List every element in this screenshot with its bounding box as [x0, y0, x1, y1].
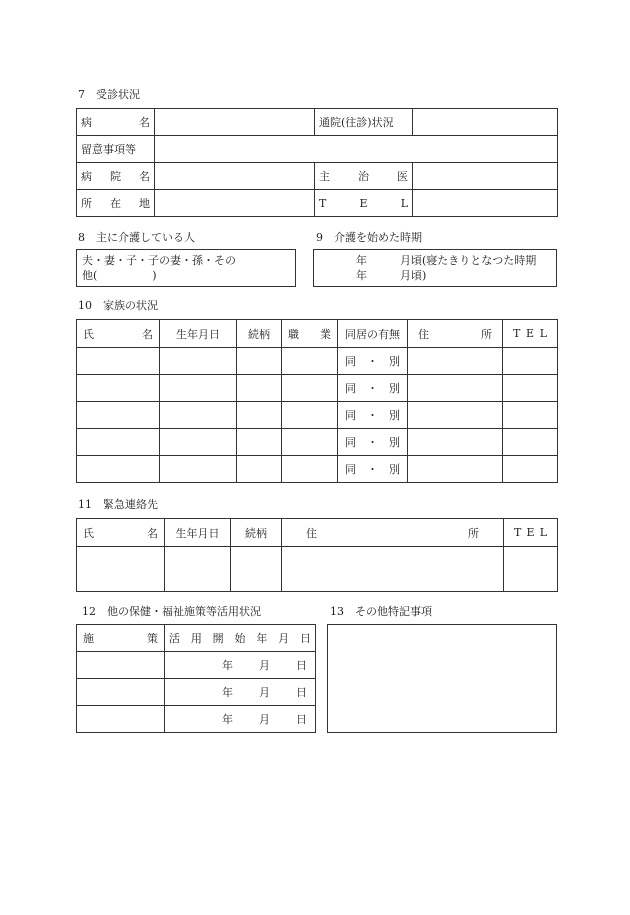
cohabitation-choice[interactable]: 同 ・ 別 — [338, 348, 408, 375]
label-tel: T E L — [315, 190, 413, 217]
table-row — [77, 652, 316, 679]
start-date-cell[interactable]: 年 月 日 — [165, 706, 316, 733]
family-address-cell[interactable] — [408, 348, 503, 375]
hospital-name-field[interactable] — [155, 163, 315, 190]
primary-caregiver-box[interactable] — [76, 249, 296, 287]
family-name-cell[interactable] — [77, 348, 160, 375]
notes-field[interactable] — [155, 136, 558, 163]
family-name-cell[interactable] — [77, 375, 160, 402]
visit-status-field[interactable] — [413, 109, 558, 136]
col-relationship: 続柄 — [231, 519, 282, 547]
col-relationship: 続柄 — [237, 320, 282, 348]
family-table — [76, 319, 558, 483]
col-policy: 施 策 — [77, 625, 165, 652]
contact-tel-cell[interactable] — [504, 547, 558, 592]
family-birthdate-cell[interactable] — [160, 375, 237, 402]
cohabitation-choice[interactable]: 同 ・ 別 — [338, 456, 408, 483]
col-tel: T E L — [503, 320, 558, 348]
family-address-cell[interactable] — [408, 456, 503, 483]
family-relationship-cell[interactable] — [237, 375, 282, 402]
family-birthdate-cell[interactable] — [160, 348, 237, 375]
label-address: 所 在 地 — [77, 190, 155, 217]
col-occupation: 職 業 — [282, 320, 338, 348]
section-7-heading: 7 受診状況 — [78, 88, 140, 101]
section-11-heading: 11 緊急連絡先 — [78, 498, 158, 511]
family-tel-cell[interactable] — [503, 402, 558, 429]
family-relationship-cell[interactable] — [237, 402, 282, 429]
caregiver-options-line1: 夫・妻・子・子の妻・孫・その — [82, 254, 236, 267]
family-relationship-cell[interactable] — [237, 429, 282, 456]
family-occupation-cell[interactable] — [282, 375, 338, 402]
family-relationship-cell[interactable] — [237, 348, 282, 375]
col-address: 住 所 — [408, 320, 503, 348]
label-notes: 留意事項等 — [77, 136, 155, 163]
family-occupation-cell[interactable] — [282, 402, 338, 429]
table-row — [77, 679, 316, 706]
section-12-heading: 12 他の保健・福祉施策等活用状況 — [82, 605, 261, 618]
family-address-cell[interactable] — [408, 429, 503, 456]
family-birthdate-cell[interactable] — [160, 429, 237, 456]
family-relationship-cell[interactable] — [237, 456, 282, 483]
family-tel-cell[interactable] — [503, 348, 558, 375]
label-hospital-name: 病 院 名 — [77, 163, 155, 190]
table-row — [77, 547, 558, 592]
col-start-date: 活 用 開 始 年 月 日 — [165, 625, 316, 652]
family-address-cell[interactable] — [408, 402, 503, 429]
cohabitation-choice[interactable]: 同 ・ 別 — [338, 402, 408, 429]
tel-field[interactable] — [413, 190, 558, 217]
family-birthdate-cell[interactable] — [160, 456, 237, 483]
start-date-cell[interactable]: 年 月 日 — [165, 679, 316, 706]
table-row — [77, 375, 558, 402]
col-name: 氏 名 — [77, 320, 160, 348]
table-row — [77, 429, 558, 456]
welfare-usage-table — [76, 624, 316, 733]
section-8-heading: 8 主に介護している人 — [78, 231, 195, 244]
col-tel: T E L — [504, 519, 558, 547]
care-start-line2: 年 月頃) — [356, 269, 427, 282]
family-name-cell[interactable] — [77, 456, 160, 483]
care-start-box[interactable] — [313, 249, 557, 287]
cohabitation-choice[interactable]: 同 ・ 別 — [338, 375, 408, 402]
table-row — [77, 348, 558, 375]
label-attending-doctor: 主 治 医 — [315, 163, 413, 190]
attending-doctor-field[interactable] — [413, 163, 558, 190]
family-tel-cell[interactable] — [503, 375, 558, 402]
label-disease-name: 病 名 — [77, 109, 155, 136]
family-tel-cell[interactable] — [503, 456, 558, 483]
col-address: 住 所 — [282, 519, 504, 547]
col-birthdate: 生年月日 — [165, 519, 231, 547]
family-occupation-cell[interactable] — [282, 429, 338, 456]
family-occupation-cell[interactable] — [282, 348, 338, 375]
start-date-cell[interactable]: 年 月 日 — [165, 652, 316, 679]
contact-relationship-cell[interactable] — [231, 547, 282, 592]
col-name: 氏 名 — [77, 519, 165, 547]
other-notes-box[interactable] — [327, 624, 557, 733]
table-row — [77, 706, 316, 733]
section-9-heading: 9 介護を始めた時期 — [316, 231, 422, 244]
table-row — [77, 456, 558, 483]
address-field[interactable] — [155, 190, 315, 217]
consultation-table — [76, 108, 558, 217]
disease-name-field[interactable] — [155, 109, 315, 136]
family-address-cell[interactable] — [408, 375, 503, 402]
label-visit-status: 通院(往診)状況 — [315, 109, 413, 136]
family-occupation-cell[interactable] — [282, 456, 338, 483]
policy-cell[interactable] — [77, 652, 165, 679]
contact-address-cell[interactable] — [282, 547, 504, 592]
emergency-contact-table — [76, 518, 558, 592]
family-birthdate-cell[interactable] — [160, 402, 237, 429]
policy-cell[interactable] — [77, 679, 165, 706]
care-start-line1: 年 月頃(寝たきりとなつた時期 — [356, 254, 537, 267]
family-name-cell[interactable] — [77, 429, 160, 456]
contact-name-cell[interactable] — [77, 547, 165, 592]
policy-cell[interactable] — [77, 706, 165, 733]
section-13-heading: 13 その他特記事項 — [330, 605, 432, 618]
section-10-heading: 10 家族の状況 — [78, 299, 158, 312]
family-name-cell[interactable] — [77, 402, 160, 429]
family-tel-cell[interactable] — [503, 429, 558, 456]
cohabitation-choice[interactable]: 同 ・ 別 — [338, 429, 408, 456]
col-cohabitation: 同居の有無 — [338, 320, 408, 348]
contact-birthdate-cell[interactable] — [165, 547, 231, 592]
caregiver-options-line2: 他( ) — [82, 269, 157, 282]
table-row — [77, 402, 558, 429]
col-birthdate: 生年月日 — [160, 320, 237, 348]
